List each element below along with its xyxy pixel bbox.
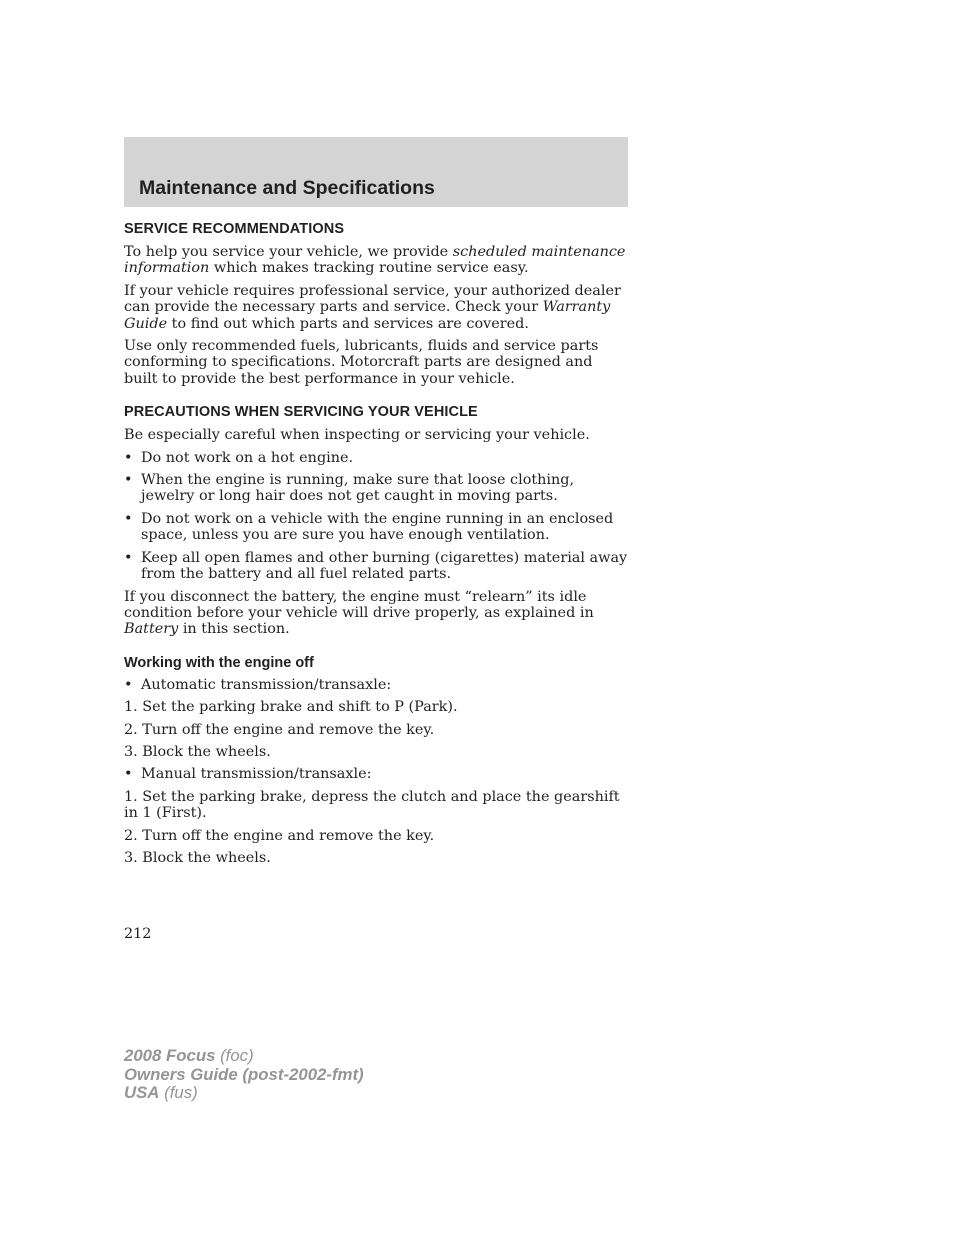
- service-paragraph-3: Use only recommended fuels, lubricants, fluids and service parts conforming to specifications. Motorcraft parts are designed and built to provide the best performance in your vehicle.: [124, 338, 599, 387]
- battery-term: Battery: [124, 621, 179, 638]
- bullet-icon: •: [124, 510, 133, 527]
- step-item: 2. Turn off the engine and remove the key.: [124, 827, 435, 844]
- scheduled-maintenance-term: scheduled maintenance information: [124, 244, 626, 277]
- warranty-guide-term: Warranty Guide: [124, 299, 611, 332]
- bullet-icon: •: [124, 766, 133, 783]
- list-item: • Do not work on a hot engine.: [124, 449, 354, 466]
- bullet-icon: •: [124, 549, 133, 566]
- battery-paragraph: If you disconnect the battery, the engine must “relearn” its idle condition before your vehicle will drive properly, as explained in Battery in this section.: [124, 588, 594, 638]
- service-paragraph-2: If your vehicle requires professional service, your authorized dealer can provide the necessary parts and service. Check your Warranty Guide to find out which parts and services are covered.: [124, 282, 621, 332]
- document-footer: [124, 1047, 364, 1103]
- step-item: 3. Block the wheels.: [124, 743, 271, 760]
- precautions-intro: Be especially careful when inspecting or servicing your vehicle.: [124, 427, 590, 444]
- list-item: • Manual transmission/transaxle:: [124, 766, 372, 783]
- page-number: 212: [124, 926, 152, 942]
- bullet-icon: •: [124, 676, 133, 693]
- section-title: Maintenance and Specifications: [139, 177, 435, 199]
- bullet-icon: •: [124, 449, 133, 466]
- footer-line-model: 2008 Focus (foc): [124, 1046, 254, 1065]
- footer-line-region: USA (fus): [124, 1083, 198, 1102]
- service-recommendations-heading: SERVICE RECOMMENDATIONS: [124, 221, 345, 237]
- step-item: 2. Turn off the engine and remove the key.: [124, 721, 435, 738]
- list-item: • When the engine is running, make sure that loose clothing, jewelry or long hair does not get caught in moving parts.: [124, 472, 575, 505]
- page-content: [124, 221, 628, 872]
- list-item: • Keep all open flames and other burning (cigarettes) material away from the battery and all fuel related parts.: [124, 549, 628, 583]
- step-item: 3. Block the wheels.: [124, 849, 271, 866]
- list-item: • Automatic transmission/transaxle:: [124, 676, 392, 693]
- service-paragraph-1: To help you service your vehicle, we provide scheduled maintenance information which makes tracking routine service easy.: [124, 244, 626, 277]
- step-item: 1. Set the parking brake and shift to P (Park).: [124, 699, 458, 716]
- engine-off-heading: Working with the engine off: [124, 654, 314, 671]
- bullet-icon: •: [124, 472, 133, 489]
- list-item: • Do not work on a vehicle with the engine running in an enclosed space, unless you are sure you have enough ventilation.: [124, 510, 614, 544]
- section-header-band: [124, 137, 628, 207]
- step-item: 1. Set the parking brake, depress the clutch and place the gearshift in 1 (First).: [124, 788, 620, 822]
- precautions-heading: PRECAUTIONS WHEN SERVICING YOUR VEHICLE: [124, 404, 478, 421]
- footer-line-guide: Owners Guide (post-2002-fmt): [124, 1064, 364, 1084]
